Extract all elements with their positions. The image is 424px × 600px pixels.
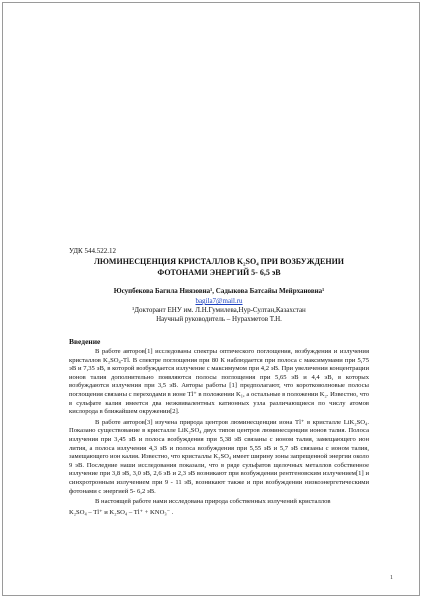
supervisor: Научный руководитель – Нурахметов Т.Н. <box>156 315 282 323</box>
title-line-2: ФОТОНАМИ ЭНЕРГИЙ 5- 6,5 эВ <box>157 268 281 277</box>
author-email-link[interactable]: bagila7@mail.ru <box>195 297 243 305</box>
authors: Юсупбекова Багила Ниязовна¹, Садыкова Батсайы Мейрхановна¹ <box>113 287 325 295</box>
formula: K₂SO₄ – Tl⁺ и K₂SO₄ – Tl⁺ + KNO₃⁻ . <box>69 508 174 516</box>
udk-code: УДК 544.522.12 <box>69 247 116 255</box>
section-heading: Введение <box>69 337 101 346</box>
document-body <box>69 247 369 517</box>
page-number: 1 <box>390 575 393 581</box>
page-frame <box>2 2 420 596</box>
title-line-1: ЛЮМИНЕСЦЕНЦИЯ КРИСТАЛЛОВ K₂SO₄ ПРИ ВОЗБУЖДЕНИИ <box>93 257 345 266</box>
affiliation: ¹Докторант ЕНУ им. Л.Н.Гумилева,Нур-Султан,Казахстан <box>132 306 306 314</box>
paragraph-1: В работе авторов[1] исследованы спектры оптического поглощения, возбуждения и излучения кристаллов K₂SO₄-Tl. В спектре поглощения при 80 К наблюдается при полоса с максимумами при 5,75 эВ и 7,35 эВ, в которой возбуждается излучение с максимумом при 4,2 эВ. При увеличении концентрации ионов талия дополнительно появляются полосы поглощения при 5,65 эВ и 4,4 эВ, в которых возбуждаются излучения при 3,5 эВ. Авторы работы [1] предполагают, что коротковолновые полосы поглощения связаны с переходами в ионе Tl⁺ в положении K₁, а остальные в положении K₂. Известно, что в сульфате калия имеется два неэквивалентных катионных узла различающиеся по числу атомов кислорода в ближайшем окружении[2]. <box>69 348 369 416</box>
paragraph-3: В настоящей работе нами исследована природа собственных излучений кристаллов <box>95 498 331 506</box>
paragraph-2: В работе авторов[3] изучена природа центров люминесценции иона Tl⁺ в кристалле LiK₂SO₄. Показано существование в кристалле LiK₂SO₄ двух типов центров люминесценции ионов талия. Полоса излучения при 3,45 эВ и полоса возбуждения при 5,38 эВ связаны с ионом талия, замещающего ион лития, а полоса излучения 4,3 эВ и полоса возбуждения при 5,55 эВ и 5,7 эВ связаны с ионом талия, замещающего ион калия. Известно, что кристаллы K₂SO₄ имеет ширину зоны запрещенной энергии около 9 эВ. Последние наши исследования показали, что в ряде сульфатов щелочных металлов собственное излучение при 3,8 эВ, 3,0 эВ, 2,6 эВ и 2,3 эВ возникают при возбуждении рентгеновским излучением[1] и синхротронным излучением при 9 - 11 эВ, возникают также и при возбуждении низкоэнергетическими фотонами с энергией 5- 6,2 эВ. <box>69 418 369 495</box>
